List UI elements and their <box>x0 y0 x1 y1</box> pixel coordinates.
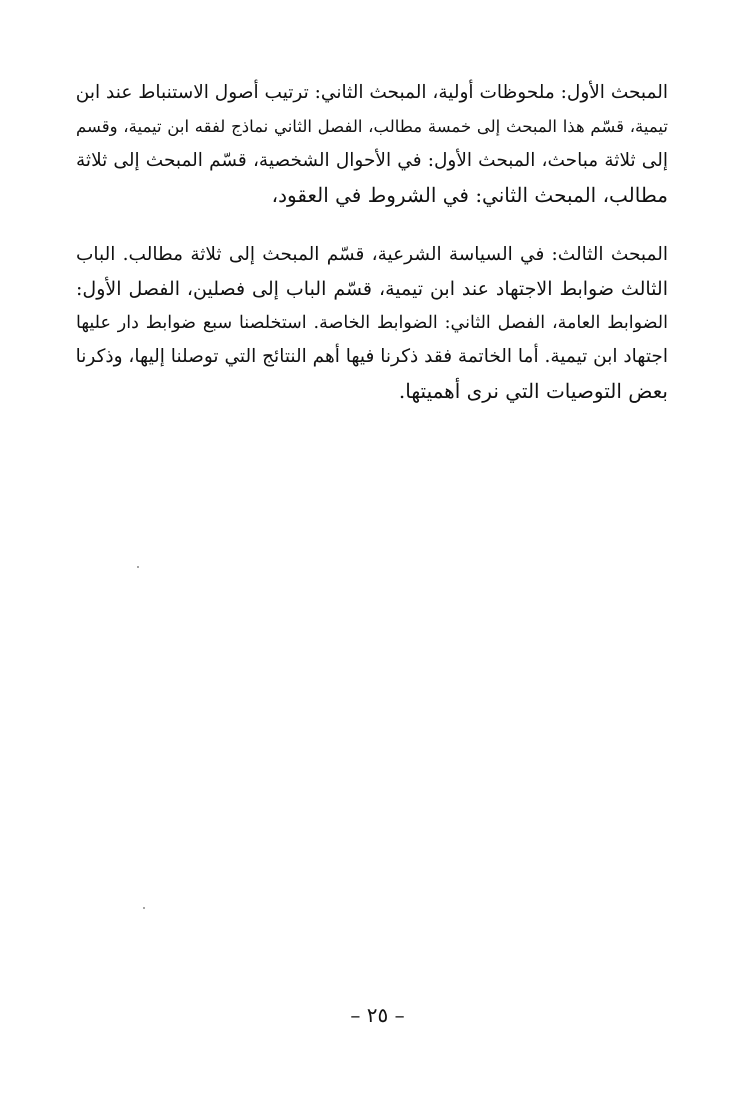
paragraph-1 <box>76 76 668 212</box>
paragraph-line: المبحث الثالث: في السياسة الشرعية، قسّم المبحث إلى ثلاثة مطالب. الباب <box>76 244 668 265</box>
paragraph-line: المبحث الأول: ملحوظات أولية، المبحث الثاني: ترتيب أصول الاستنباط عند ابن <box>76 82 668 103</box>
paragraph-line: مطالب، المبحث الثاني: في الشروط في العقود، <box>271 183 668 207</box>
paragraph-line: إلى ثلاثة مباحث، المبحث الأول: في الأحوال الشخصية، قسّم المبحث إلى ثلاثة <box>76 150 668 171</box>
paragraph-line: بعض التوصيات التي نرى أهميتها. <box>398 379 668 403</box>
paragraph-line: الضوابط العامة، الفصل الثاني: الضوابط الخاصة. استخلصنا سبع ضوابط دار عليها <box>76 313 668 333</box>
scan-speck <box>137 566 139 568</box>
paragraph-2 <box>76 238 668 408</box>
paragraph-line: تيمية، قسّم هذا المبحث إلى خمسة مطالب، الفصل الثاني نماذج لفقه ابن تيمية، وقسم <box>76 117 668 136</box>
paragraph-line: الثالث ضوابط الاجتهاد عند ابن تيمية، قسّم الباب إلى فصلين، الفصل الأول: <box>76 278 668 300</box>
paragraph-line: اجتهاد ابن تيمية. أما الخاتمة فقد ذكرنا فيها أهم النتائج التي توصلنا إليها، وذكرنا <box>76 346 668 367</box>
scan-speck <box>143 907 145 909</box>
page-number: – ٢٥ – <box>350 1003 405 1027</box>
